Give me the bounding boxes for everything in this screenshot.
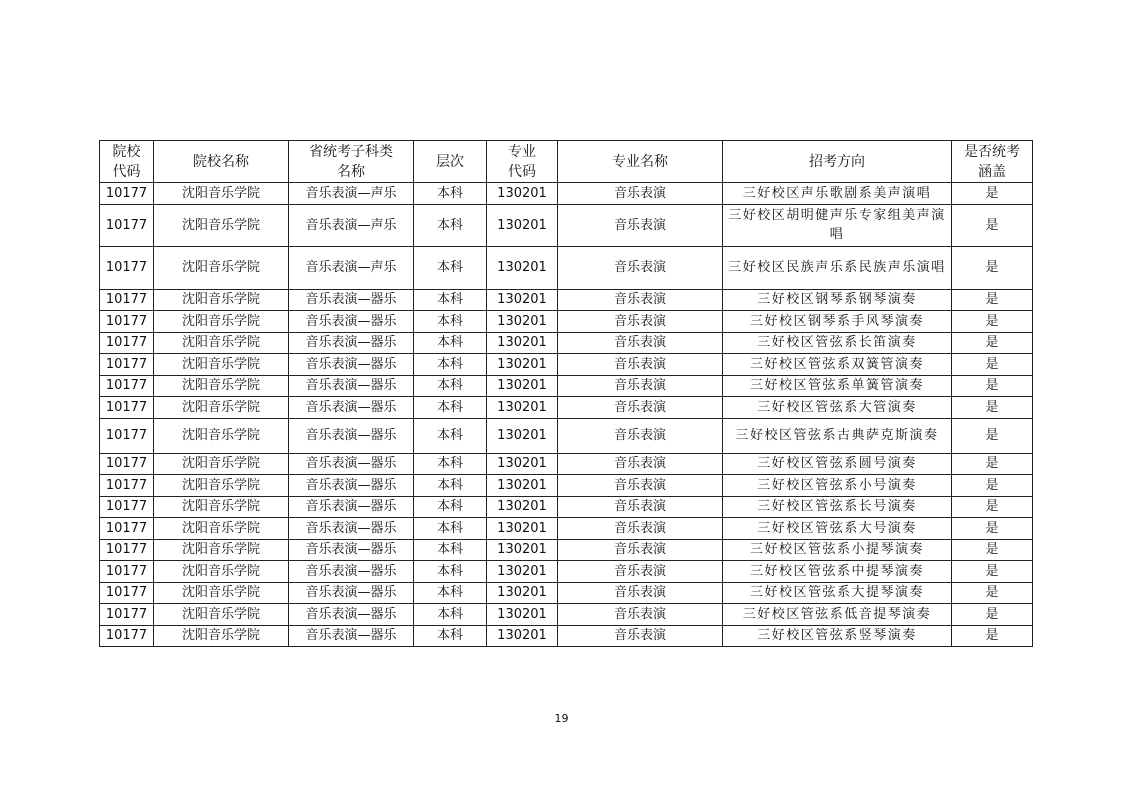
cell-subject-category: 音乐表演—器乐 — [289, 582, 414, 604]
cell-level: 本科 — [414, 475, 487, 497]
cell-major-name: 音乐表演 — [558, 518, 723, 540]
cell-subject-category: 音乐表演—器乐 — [289, 311, 414, 333]
header-subject-category: 省统考子科类 名称 — [289, 141, 414, 183]
cell-major-code: 130201 — [487, 289, 558, 311]
cell-major-code: 130201 — [487, 247, 558, 290]
table-row — [100, 354, 1033, 376]
cell-level: 本科 — [414, 183, 487, 205]
cell-exam-covered: 是 — [952, 397, 1033, 419]
table-row — [100, 496, 1033, 518]
cell-direction: 三好校区管弦系长笛演奏 — [723, 332, 952, 354]
header-major-name: 专业名称 — [558, 141, 723, 183]
cell-major-code: 130201 — [487, 375, 558, 397]
cell-exam-covered: 是 — [952, 204, 1033, 247]
cell-major-name: 音乐表演 — [558, 475, 723, 497]
cell-major-code: 130201 — [487, 332, 558, 354]
cell-major-code: 130201 — [487, 475, 558, 497]
cell-level: 本科 — [414, 311, 487, 333]
cell-school-name: 沈阳音乐学院 — [154, 183, 289, 205]
cell-school-code: 10177 — [100, 418, 154, 453]
cell-school-name: 沈阳音乐学院 — [154, 475, 289, 497]
cell-direction: 三好校区管弦系圆号演奏 — [723, 453, 952, 475]
cell-major-code: 130201 — [487, 204, 558, 247]
cell-school-name: 沈阳音乐学院 — [154, 561, 289, 583]
cell-school-code: 10177 — [100, 496, 154, 518]
table-row — [100, 625, 1033, 647]
header-school-code: 院校 代码 — [100, 141, 154, 183]
cell-direction: 三好校区钢琴系钢琴演奏 — [723, 289, 952, 311]
cell-exam-covered: 是 — [952, 247, 1033, 290]
cell-school-code: 10177 — [100, 539, 154, 561]
cell-direction: 三好校区管弦系低音提琴演奏 — [723, 604, 952, 626]
cell-exam-covered: 是 — [952, 418, 1033, 453]
cell-level: 本科 — [414, 496, 487, 518]
cell-school-code: 10177 — [100, 375, 154, 397]
cell-level: 本科 — [414, 247, 487, 290]
cell-major-name: 音乐表演 — [558, 582, 723, 604]
cell-level: 本科 — [414, 354, 487, 376]
cell-school-name: 沈阳音乐学院 — [154, 625, 289, 647]
cell-major-code: 130201 — [487, 604, 558, 626]
cell-direction: 三好校区管弦系大号演奏 — [723, 518, 952, 540]
cell-school-name: 沈阳音乐学院 — [154, 375, 289, 397]
cell-exam-covered: 是 — [952, 604, 1033, 626]
cell-subject-category: 音乐表演—声乐 — [289, 204, 414, 247]
cell-subject-category: 音乐表演—器乐 — [289, 539, 414, 561]
cell-subject-category: 音乐表演—器乐 — [289, 332, 414, 354]
table-row — [100, 582, 1033, 604]
table-row — [100, 183, 1033, 205]
cell-school-name: 沈阳音乐学院 — [154, 539, 289, 561]
cell-school-code: 10177 — [100, 332, 154, 354]
cell-exam-covered: 是 — [952, 289, 1033, 311]
cell-school-name: 沈阳音乐学院 — [154, 247, 289, 290]
cell-major-name: 音乐表演 — [558, 183, 723, 205]
cell-subject-category: 音乐表演—器乐 — [289, 289, 414, 311]
cell-major-code: 130201 — [487, 518, 558, 540]
cell-exam-covered: 是 — [952, 475, 1033, 497]
cell-school-code: 10177 — [100, 247, 154, 290]
cell-major-name: 音乐表演 — [558, 375, 723, 397]
cell-exam-covered: 是 — [952, 582, 1033, 604]
page-number: 19 — [554, 712, 569, 725]
cell-direction: 三好校区管弦系大管演奏 — [723, 397, 952, 419]
cell-direction: 三好校区管弦系古典萨克斯演奏 — [723, 418, 952, 453]
cell-level: 本科 — [414, 418, 487, 453]
cell-level: 本科 — [414, 539, 487, 561]
cell-level: 本科 — [414, 453, 487, 475]
cell-major-code: 130201 — [487, 311, 558, 333]
cell-major-code: 130201 — [487, 496, 558, 518]
cell-major-name: 音乐表演 — [558, 539, 723, 561]
table-row — [100, 247, 1033, 290]
header-school-name: 院校名称 — [154, 141, 289, 183]
cell-major-name: 音乐表演 — [558, 354, 723, 376]
cell-major-code: 130201 — [487, 625, 558, 647]
cell-major-name: 音乐表演 — [558, 204, 723, 247]
table-row — [100, 518, 1033, 540]
cell-school-code: 10177 — [100, 604, 154, 626]
table-row — [100, 397, 1033, 419]
cell-school-name: 沈阳音乐学院 — [154, 397, 289, 419]
cell-subject-category: 音乐表演—器乐 — [289, 518, 414, 540]
cell-school-code: 10177 — [100, 183, 154, 205]
cell-school-name: 沈阳音乐学院 — [154, 604, 289, 626]
cell-exam-covered: 是 — [952, 625, 1033, 647]
header-exam-covered: 是否统考 涵盖 — [952, 141, 1033, 183]
cell-school-code: 10177 — [100, 311, 154, 333]
cell-school-code: 10177 — [100, 289, 154, 311]
cell-school-code: 10177 — [100, 561, 154, 583]
cell-exam-covered: 是 — [952, 183, 1033, 205]
table-row — [100, 475, 1033, 497]
cell-school-code: 10177 — [100, 453, 154, 475]
cell-subject-category: 音乐表演—声乐 — [289, 183, 414, 205]
cell-direction: 三好校区管弦系竖琴演奏 — [723, 625, 952, 647]
cell-subject-category: 音乐表演—器乐 — [289, 354, 414, 376]
cell-school-name: 沈阳音乐学院 — [154, 354, 289, 376]
cell-school-name: 沈阳音乐学院 — [154, 582, 289, 604]
cell-major-name: 音乐表演 — [558, 289, 723, 311]
table-row — [100, 204, 1033, 247]
cell-level: 本科 — [414, 518, 487, 540]
cell-major-code: 130201 — [487, 582, 558, 604]
cell-major-code: 130201 — [487, 561, 558, 583]
header-level: 层次 — [414, 141, 487, 183]
cell-exam-covered: 是 — [952, 332, 1033, 354]
cell-major-code: 130201 — [487, 453, 558, 475]
cell-school-code: 10177 — [100, 354, 154, 376]
cell-school-name: 沈阳音乐学院 — [154, 518, 289, 540]
cell-level: 本科 — [414, 289, 487, 311]
table-row — [100, 375, 1033, 397]
cell-subject-category: 音乐表演—器乐 — [289, 397, 414, 419]
cell-major-code: 130201 — [487, 183, 558, 205]
cell-major-name: 音乐表演 — [558, 604, 723, 626]
cell-major-name: 音乐表演 — [558, 625, 723, 647]
cell-major-name: 音乐表演 — [558, 561, 723, 583]
cell-level: 本科 — [414, 604, 487, 626]
cell-exam-covered: 是 — [952, 453, 1033, 475]
cell-major-name: 音乐表演 — [558, 397, 723, 419]
cell-subject-category: 音乐表演—器乐 — [289, 561, 414, 583]
cell-school-name: 沈阳音乐学院 — [154, 332, 289, 354]
cell-exam-covered: 是 — [952, 375, 1033, 397]
cell-direction: 三好校区钢琴系手风琴演奏 — [723, 311, 952, 333]
table-row — [100, 332, 1033, 354]
cell-direction: 三好校区管弦系小号演奏 — [723, 475, 952, 497]
cell-direction: 三好校区管弦系中提琴演奏 — [723, 561, 952, 583]
table-row — [100, 604, 1033, 626]
cell-major-code: 130201 — [487, 354, 558, 376]
cell-school-code: 10177 — [100, 475, 154, 497]
table-row — [100, 289, 1033, 311]
cell-school-name: 沈阳音乐学院 — [154, 496, 289, 518]
admissions-table — [99, 140, 1033, 647]
cell-school-code: 10177 — [100, 204, 154, 247]
cell-exam-covered: 是 — [952, 496, 1033, 518]
header-major-code: 专业 代码 — [487, 141, 558, 183]
cell-exam-covered: 是 — [952, 354, 1033, 376]
cell-level: 本科 — [414, 375, 487, 397]
table-row — [100, 311, 1033, 333]
cell-subject-category: 音乐表演—器乐 — [289, 604, 414, 626]
cell-direction: 三好校区管弦系大提琴演奏 — [723, 582, 952, 604]
header-direction: 招考方向 — [723, 141, 952, 183]
cell-direction: 三好校区管弦系双簧管演奏 — [723, 354, 952, 376]
cell-level: 本科 — [414, 561, 487, 583]
table-row — [100, 539, 1033, 561]
cell-level: 本科 — [414, 332, 487, 354]
table-row — [100, 453, 1033, 475]
cell-level: 本科 — [414, 625, 487, 647]
cell-subject-category: 音乐表演—器乐 — [289, 496, 414, 518]
table-row — [100, 561, 1033, 583]
cell-major-code: 130201 — [487, 397, 558, 419]
cell-subject-category: 音乐表演—声乐 — [289, 247, 414, 290]
cell-subject-category: 音乐表演—器乐 — [289, 625, 414, 647]
cell-major-name: 音乐表演 — [558, 453, 723, 475]
cell-school-name: 沈阳音乐学院 — [154, 418, 289, 453]
table-header-row — [100, 141, 1033, 183]
cell-level: 本科 — [414, 582, 487, 604]
cell-subject-category: 音乐表演—器乐 — [289, 475, 414, 497]
cell-subject-category: 音乐表演—器乐 — [289, 375, 414, 397]
table-row — [100, 418, 1033, 453]
cell-direction: 三好校区管弦系小提琴演奏 — [723, 539, 952, 561]
cell-school-name: 沈阳音乐学院 — [154, 289, 289, 311]
cell-major-name: 音乐表演 — [558, 496, 723, 518]
cell-major-name: 音乐表演 — [558, 332, 723, 354]
cell-direction: 三好校区胡明健声乐专家组美声演唱 — [723, 204, 952, 247]
cell-school-code: 10177 — [100, 397, 154, 419]
cell-level: 本科 — [414, 204, 487, 247]
cell-level: 本科 — [414, 397, 487, 419]
cell-major-code: 130201 — [487, 418, 558, 453]
cell-exam-covered: 是 — [952, 539, 1033, 561]
cell-subject-category: 音乐表演—器乐 — [289, 418, 414, 453]
cell-direction: 三好校区声乐歌剧系美声演唱 — [723, 183, 952, 205]
cell-direction: 三好校区管弦系单簧管演奏 — [723, 375, 952, 397]
cell-school-code: 10177 — [100, 518, 154, 540]
cell-exam-covered: 是 — [952, 561, 1033, 583]
cell-major-name: 音乐表演 — [558, 311, 723, 333]
cell-school-name: 沈阳音乐学院 — [154, 453, 289, 475]
cell-school-name: 沈阳音乐学院 — [154, 204, 289, 247]
cell-direction: 三好校区民族声乐系民族声乐演唱 — [723, 247, 952, 290]
cell-direction: 三好校区管弦系长号演奏 — [723, 496, 952, 518]
cell-major-name: 音乐表演 — [558, 418, 723, 453]
cell-school-code: 10177 — [100, 625, 154, 647]
cell-major-code: 130201 — [487, 539, 558, 561]
cell-subject-category: 音乐表演—器乐 — [289, 453, 414, 475]
cell-major-name: 音乐表演 — [558, 247, 723, 290]
cell-school-code: 10177 — [100, 582, 154, 604]
cell-exam-covered: 是 — [952, 518, 1033, 540]
cell-school-name: 沈阳音乐学院 — [154, 311, 289, 333]
cell-exam-covered: 是 — [952, 311, 1033, 333]
